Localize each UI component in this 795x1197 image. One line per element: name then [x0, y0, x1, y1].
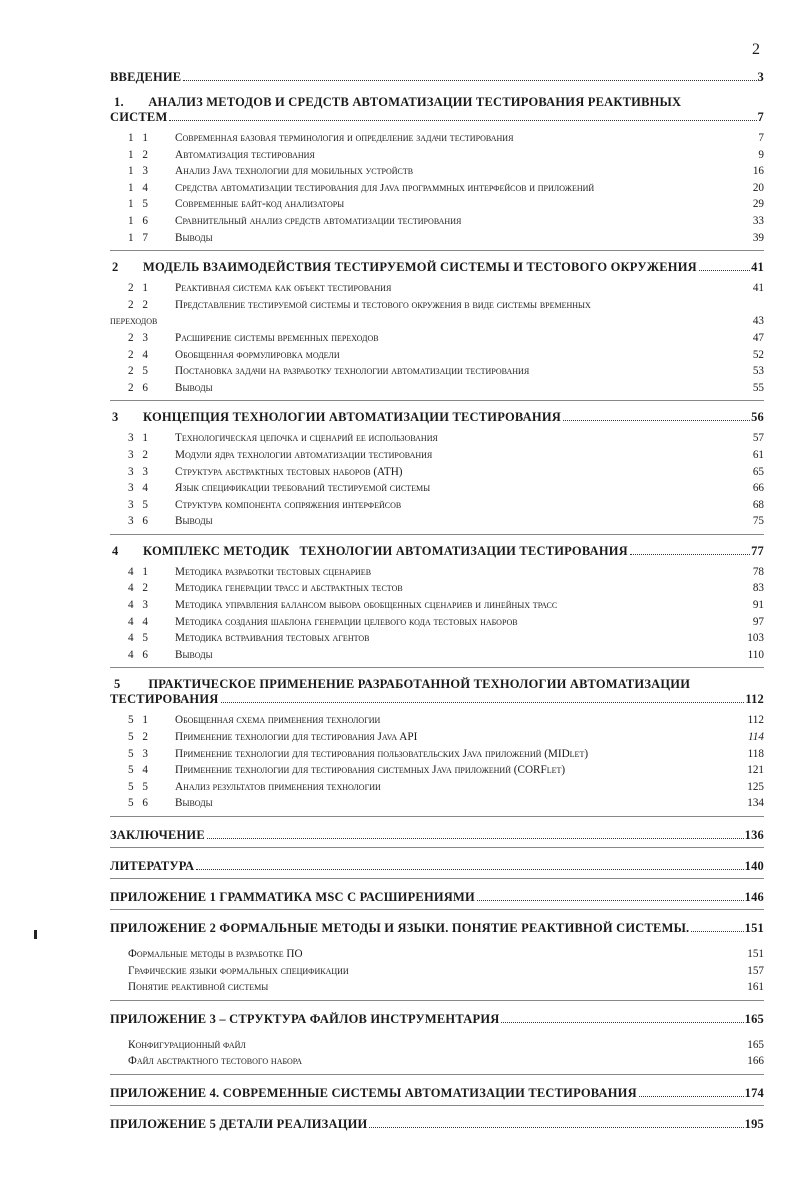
- toc-section[interactable]: 4 1 Методика разработки тестовых сценариев 78: [128, 565, 764, 578]
- appendix-2-sections: [110, 946, 764, 996]
- toc-chapter-4[interactable]: [110, 544, 764, 559]
- dot-leader: [221, 702, 745, 703]
- toc-section[interactable]: Файл абстрактного тестового набора 166: [128, 1055, 764, 1068]
- dot-leader: [183, 80, 756, 81]
- toc-section[interactable]: 5 3 Применение технологии для тестирования пользовательских Java приложений (MIDlet) 118: [128, 747, 764, 760]
- toc-section[interactable]: 2 1 Реактивная система как объект тестирования 41: [128, 282, 764, 295]
- toc-title: ВВЕДЕНИЕ: [110, 70, 182, 84]
- chapter-title: КОНЦЕПЦИЯ ТЕХНОЛОГИИ АВТОМАТИЗАЦИИ ТЕСТИРОВАНИЯ: [143, 410, 561, 425]
- scan-mark: [34, 930, 37, 939]
- toc-section[interactable]: 1 7 Выводы 39: [128, 231, 764, 244]
- toc-entry-appendix-1[interactable]: ПРИЛОЖЕНИЕ 1 ГРАММАТИКА MSC С РАСШИРЕНИЯМИ 146: [110, 890, 764, 904]
- chapter-title-line2: СИСТЕМ: [110, 110, 168, 124]
- toc-entry-appendix-5[interactable]: ПРИЛОЖЕНИЕ 5 ДЕТАЛИ РЕАЛИЗАЦИИ 195: [110, 1116, 764, 1131]
- chapter-page: 77: [751, 543, 764, 558]
- toc-chapter-3[interactable]: [110, 410, 764, 425]
- toc-page: 3: [757, 70, 764, 84]
- toc-chapter-2[interactable]: [110, 260, 764, 275]
- toc-section[interactable]: 1 4 Средства автоматизации тестирования для Java программных интерфейсов и приложений 20: [128, 181, 764, 194]
- divider: [110, 1000, 764, 1001]
- toc-chapter-5[interactable]: [110, 677, 764, 707]
- chapter-page: 112: [745, 692, 764, 707]
- toc-section[interactable]: 2 3 Расширение системы временных переходов 47: [128, 331, 764, 344]
- toc-section[interactable]: 3 4 Язык спецификации требований тестируемой системы 66: [128, 482, 764, 495]
- toc-section[interactable]: 2 5 Постановка задачи на разработку технологии автоматизации тестирования 53: [128, 365, 764, 378]
- chapter-4-sections: [110, 564, 764, 664]
- chapter-title-line2: ТЕСТИРОВАНИЯ: [110, 692, 219, 707]
- chapter-1-sections: [110, 130, 764, 246]
- divider: [110, 534, 764, 535]
- dot-leader: [169, 120, 756, 121]
- appendix-3-sections: [110, 1037, 764, 1070]
- divider: [110, 1105, 764, 1106]
- toc-section[interactable]: 3 6 Выводы 75: [128, 515, 764, 528]
- chapter-page: 56: [751, 410, 764, 425]
- chapter-title-line1: АНАЛИЗ МЕТОДОВ И СРЕДСТВ АВТОМАТИЗАЦИИ ТЕСТИРОВАНИЯ РЕАКТИВНЫХ: [148, 95, 682, 109]
- chapter-5-sections: [110, 712, 764, 812]
- chapter-number: 2: [112, 260, 119, 275]
- toc-section[interactable]: Понятие реактивной системы 161: [128, 981, 764, 994]
- divider: [110, 400, 764, 401]
- toc-section-continued[interactable]: переходов 43: [110, 315, 764, 328]
- toc-section[interactable]: Формальные методы в разработке ПО 151: [128, 948, 764, 960]
- divider: [110, 1074, 764, 1075]
- table-of-contents: [110, 70, 764, 1132]
- toc-entry-appendix-4[interactable]: ПРИЛОЖЕНИЕ 4. СОВРЕМЕННЫЕ СИСТЕМЫ АВТОМАТИЗАЦИИ ТЕСТИРОВАНИЯ 174: [110, 1085, 764, 1100]
- dot-leader: [563, 420, 750, 421]
- toc-section[interactable]: Конфигурационный файл 165: [128, 1038, 764, 1051]
- toc-section[interactable]: 2 6 Выводы 55: [128, 381, 764, 394]
- toc-section[interactable]: 3 1 Технологическая цепочка и сценарий ее использования 57: [128, 432, 764, 445]
- dot-leader: [501, 1022, 743, 1023]
- toc-section[interactable]: 5 2 Применение технологии для тестирования Java API 114: [128, 731, 764, 744]
- toc-section[interactable]: 2 2 Представление тестируемой системы и тестового окружения в виде системы временных: [128, 298, 591, 311]
- chapter-title: КОМПЛЕКС МЕТОДИК ТЕХНОЛОГИИ АВТОМАТИЗАЦИИ ТЕСТИРОВАНИЯ: [143, 543, 628, 558]
- toc-entry-introduction[interactable]: [110, 70, 764, 85]
- dot-leader: [639, 1096, 744, 1097]
- dot-leader: [630, 554, 750, 555]
- toc-section[interactable]: 1 5 Современные байт-код анализаторы 29: [128, 198, 764, 211]
- toc-entry-conclusion[interactable]: ЗАКЛЮЧЕНИЕ 136: [110, 828, 764, 842]
- chapter-title-line1: ПРАКТИЧЕСКОЕ ПРИМЕНЕНИЕ РАЗРАБОТАННОЙ ТЕХНОЛОГИИ АВТОМАТИЗАЦИИ: [148, 677, 691, 692]
- toc-entry-literature[interactable]: ЛИТЕРАТУРА 140: [110, 859, 764, 873]
- toc-section[interactable]: 2 4 Обобщенная формулировка модели 52: [128, 348, 764, 361]
- chapter-number: 1.: [114, 95, 124, 109]
- divider: [110, 909, 764, 910]
- chapter-title: МОДЕЛЬ ВЗАИМОДЕЙСТВИЯ ТЕСТИРУЕМОЙ СИСТЕМЫ И ТЕСТОВОГО ОКРУЖЕНИЯ: [143, 260, 697, 275]
- toc-section[interactable]: 4 6 Выводы 110: [128, 648, 764, 661]
- dot-leader: [369, 1127, 743, 1128]
- dot-leader: [477, 900, 744, 901]
- toc-section[interactable]: 1 2 Автоматизация тестирования 9: [128, 148, 764, 161]
- toc-section[interactable]: 3 5 Структура компонента сопряжения интерфейсов 68: [128, 498, 764, 511]
- toc-section[interactable]: 3 3 Структура абстрактных тестовых наборов (ATH) 65: [128, 465, 764, 478]
- toc-section[interactable]: 1 1 Современная базовая терминология и определение задачи тестирования 7: [128, 132, 764, 144]
- divider: [110, 250, 764, 251]
- toc-section[interactable]: 3 2 Модули ядра технологии автоматизации тестирования 61: [128, 448, 764, 461]
- toc-section[interactable]: 4 2 Методика генерации трасс и абстрактных тестов 83: [128, 582, 764, 595]
- chapter-number: 5: [114, 677, 121, 692]
- divider: [110, 816, 764, 817]
- chapter-2-sections: [110, 280, 764, 396]
- chapter-number: 4: [112, 543, 119, 558]
- divider: [110, 878, 764, 879]
- dot-leader: [207, 838, 744, 839]
- toc-section[interactable]: 5 6 Выводы 134: [128, 797, 764, 810]
- toc-section[interactable]: 5 5 Анализ результатов применения технологии 125: [128, 780, 764, 793]
- toc-section[interactable]: Графические языки формальных спецификации 157: [128, 964, 764, 977]
- toc-section[interactable]: 5 1 Обобщенная схема применения технологии 112: [128, 714, 764, 727]
- chapter-number: 3: [112, 410, 119, 425]
- dot-leader: [699, 270, 750, 271]
- divider: [110, 667, 764, 668]
- chapter-page: 7: [757, 110, 764, 124]
- toc-entry-appendix-2[interactable]: ПРИЛОЖЕНИЕ 2 ФОРМАЛЬНЫЕ МЕТОДЫ И ЯЗЫКИ. ПОНЯТИЕ РЕАКТИВНОЙ СИСТЕМЫ. 151: [110, 921, 764, 935]
- toc-section[interactable]: 1 3 Анализ Java технологии для мобильных устройств 16: [128, 165, 764, 178]
- page-number: 2: [752, 41, 760, 58]
- toc-section[interactable]: 5 4 Применение технологии для тестирования системных Java приложений (CORFlet) 121: [128, 764, 764, 777]
- dot-leader: [196, 869, 743, 870]
- toc-section[interactable]: 4 5 Методика встраивания тестовых агентов 103: [128, 632, 764, 645]
- toc-section[interactable]: 1 6 Сравнительный анализ средств автоматизации тестирования 33: [128, 214, 764, 227]
- divider: [110, 847, 764, 848]
- toc-entry-appendix-3[interactable]: ПРИЛОЖЕНИЕ 3 – СТРУКТУРА ФАЙЛОВ ИНСТРУМЕНТАРИЯ 165: [110, 1011, 764, 1026]
- toc-section[interactable]: 4 4 Методика создания шаблона генерации целевого кода тестовых наборов 97: [128, 615, 764, 628]
- toc-section[interactable]: 4 3 Методика управления балансом выбора обобщенных сценариев и линейных трасс 91: [128, 599, 764, 612]
- chapter-page: 41: [751, 260, 764, 275]
- toc-chapter-1[interactable]: [110, 95, 764, 125]
- dot-leader: [691, 931, 743, 932]
- chapter-3-sections: [110, 430, 764, 530]
